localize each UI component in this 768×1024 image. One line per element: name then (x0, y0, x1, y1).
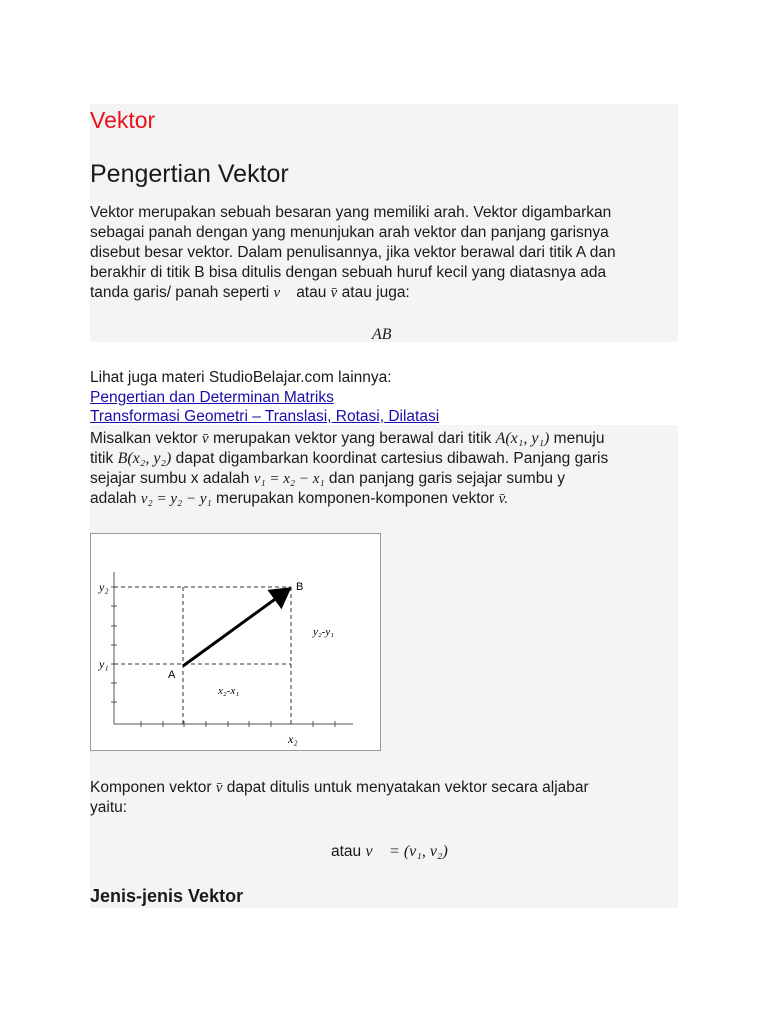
cartesian-svg (91, 534, 380, 750)
text: merupakan vektor yang berawal dari titik (212, 430, 492, 447)
algebra-formula (331, 842, 448, 862)
intro-text: tanda garis/ panah seperti (90, 284, 270, 301)
math-vector-bar: v̄ (202, 431, 209, 447)
components-line (90, 449, 690, 469)
intro-paragraph (90, 203, 690, 303)
text: dapat digambarkan koordinat cartesius dibawah. Panjang garis (175, 450, 609, 467)
text: adalah (90, 490, 137, 507)
intro-line (90, 283, 690, 303)
text: sejajar sumbu x adalah (90, 470, 250, 487)
label-dy: y₂-y₁ (313, 626, 335, 638)
label-x2: x₂ (288, 732, 298, 746)
math-vector-bar: v̄ (330, 285, 338, 301)
label-y1: y₁ (99, 657, 109, 671)
label-dx: x₂-x₁ (218, 685, 240, 697)
intro-line: Vektor merupakan sebuah besaran yang memiliki arah. Vektor digambarkan (90, 204, 612, 221)
math-vector-components: v⃗ = (v₁, v₂) (365, 843, 448, 860)
text: Misalkan vektor (90, 430, 198, 447)
math-point-a: A(x₁, y₁) (495, 430, 550, 447)
math-vector-bar: v̄. (498, 491, 508, 507)
math-point-b: B(x₂, y₂) (117, 450, 172, 467)
math-vector-arrow: v⃗ (273, 285, 292, 301)
label-b: B (296, 581, 304, 593)
algebra-line (90, 778, 690, 798)
algebra-paragraph (90, 778, 690, 818)
math-vector-bar: v̄ (215, 780, 223, 796)
intro-text: atau juga: (341, 284, 410, 301)
page-title: Pengertian Vektor (90, 160, 289, 188)
math-v1: v₁ = x₂ − x₁ (253, 471, 325, 487)
text: dan panjang garis sejajar sumbu y (328, 470, 565, 487)
section-heading-jenis-vektor: Jenis-jenis Vektor (90, 886, 244, 906)
components-paragraph (90, 429, 690, 509)
label-a: A (168, 669, 176, 681)
components-line (90, 429, 690, 449)
vector-arrow (183, 589, 289, 666)
text: Komponen vektor (90, 779, 212, 796)
see-also-label: Lihat juga materi StudioBelajar.com lainnya: (90, 369, 392, 386)
components-line (90, 469, 690, 489)
text: atau (331, 843, 362, 860)
math-v2: v₂ = y₂ − y₁ (140, 491, 212, 507)
components-line (90, 489, 690, 509)
intro-line: sebagai panah dengan yang menunjukan arah vektor dan panjang garisnya (90, 224, 609, 241)
link-determinan-matriks[interactable]: Pengertian dan Determinan Matriks (90, 389, 334, 406)
text: dapat ditulis untuk menyatakan vektor secara aljabar (226, 779, 589, 796)
intro-line: disebut besar vektor. Dalam penulisannya, jika vektor berawal dari titik A dan (90, 244, 616, 261)
algebra-line: yaitu: (90, 799, 128, 816)
formula-ab: AB⃗ (372, 326, 404, 343)
text: merupakan komponen-komponen vektor (216, 490, 495, 507)
intro-text: atau (296, 284, 327, 301)
text: titik (90, 450, 114, 467)
label-y2: y₂ (99, 580, 109, 594)
link-transformasi-geometri[interactable]: Transformasi Geometri – Translasi, Rotasi, Dilatasi (90, 408, 440, 425)
page-heading: Vektor (90, 107, 156, 133)
text: menuju (553, 430, 605, 447)
intro-line: berakhir di titik B bisa ditulis dengan sebuah huruf kecil yang diatasnya ada (90, 264, 607, 281)
cartesian-figure (90, 533, 381, 751)
